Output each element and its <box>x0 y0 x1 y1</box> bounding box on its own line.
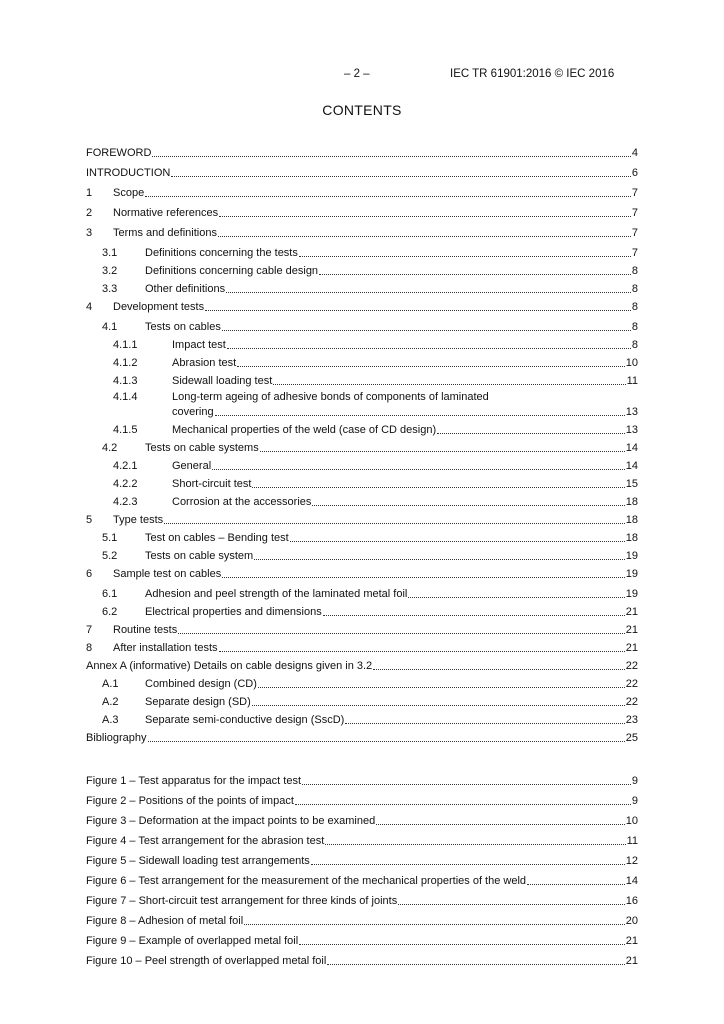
entry-page-number: 16 <box>625 895 638 907</box>
toc-entry[interactable] <box>86 476 638 491</box>
entry-page-number: 8 <box>631 265 638 277</box>
toc-entry[interactable] <box>86 933 638 948</box>
entry-title: Annex A (informative) Details on cable designs given in 3.2 <box>86 660 373 672</box>
entry-page-number: 8 <box>631 321 638 333</box>
entry-page-number: 23 <box>625 714 638 726</box>
entry-title: Adhesion and peel strength of the laminated metal foil <box>145 588 408 600</box>
entry-number: 4.1.2 <box>113 357 138 369</box>
entry-page-number: 13 <box>625 424 638 436</box>
toc-entry[interactable] <box>86 281 638 296</box>
dot-leader <box>237 353 625 367</box>
dot-leader <box>254 546 625 560</box>
toc-entry[interactable] <box>86 165 638 180</box>
dot-leader <box>152 143 630 157</box>
toc-entry[interactable] <box>86 263 638 278</box>
entry-number: 6 <box>86 568 93 580</box>
entry-title: Terms and definitions <box>113 227 217 239</box>
dot-leader <box>222 317 631 331</box>
toc-entry[interactable] <box>86 355 638 370</box>
entry-page-number: 22 <box>625 678 638 690</box>
toc-entry[interactable] <box>86 225 638 240</box>
dot-leader <box>299 243 631 257</box>
entry-page-number: 13 <box>625 406 638 418</box>
dot-leader <box>215 402 625 416</box>
entry-page-number: 10 <box>625 357 638 369</box>
dot-leader <box>299 931 625 945</box>
entry-number: 3 <box>86 227 93 239</box>
toc-entry[interactable] <box>86 548 638 563</box>
dot-leader <box>345 710 624 724</box>
dot-leader <box>205 297 631 311</box>
entry-title: Development tests <box>113 301 205 313</box>
toc-entry[interactable] <box>86 458 638 473</box>
entry-page-number: 18 <box>625 532 638 544</box>
entry-number: 5.2 <box>102 550 118 562</box>
entry-number: 8 <box>86 642 93 654</box>
entry-title: Routine tests <box>113 624 178 636</box>
entry-number: 4.1.1 <box>113 339 138 351</box>
toc-entry[interactable] <box>86 145 638 160</box>
dot-leader <box>244 911 625 925</box>
toc-entry[interactable] <box>86 853 638 868</box>
toc-entry[interactable] <box>86 404 638 419</box>
entry-page-number: 10 <box>625 815 638 827</box>
dot-leader <box>398 891 625 905</box>
entry-title: Type tests <box>113 514 164 526</box>
toc-entry[interactable] <box>86 337 638 352</box>
toc-entry[interactable] <box>86 586 638 601</box>
entry-page-number: 7 <box>631 227 638 239</box>
toc-entry[interactable] <box>86 712 638 727</box>
entry-title: Sidewall loading test <box>172 375 273 387</box>
toc-entry[interactable] <box>86 185 638 200</box>
dot-leader <box>295 791 631 805</box>
entry-number: A.3 <box>102 714 119 726</box>
dot-leader <box>319 261 631 275</box>
entry-page-number: 7 <box>631 207 638 219</box>
entry-page-number: 11 <box>626 835 638 847</box>
page-title: CONTENTS <box>322 102 402 118</box>
entry-page-number: 9 <box>631 775 638 787</box>
entry-page-number: 9 <box>631 795 638 807</box>
entry-title: Figure 9 – Example of overlapped metal foil <box>86 935 299 947</box>
entry-title: After installation tests <box>113 642 218 654</box>
toc-entry[interactable] <box>86 604 638 619</box>
entry-page-number: 18 <box>625 514 638 526</box>
entry-page-number: 14 <box>625 460 638 472</box>
entry-number: 4.1.5 <box>113 424 138 436</box>
entry-title: Figure 1 – Test apparatus for the impact test <box>86 775 302 787</box>
entry-number: 5 <box>86 514 93 526</box>
toc-entry[interactable] <box>86 205 638 220</box>
dot-leader <box>252 474 624 488</box>
dot-leader <box>178 620 625 634</box>
entry-title: Figure 5 – Sidewall loading test arrangements <box>86 855 310 867</box>
entry-number: 4.2.3 <box>113 496 138 508</box>
entry-number: 2 <box>86 207 93 219</box>
entry-page-number: 21 <box>625 642 638 654</box>
entry-number: 6.2 <box>102 606 118 618</box>
entry-title: Bibliography <box>86 732 147 744</box>
entry-page-number: 19 <box>625 568 638 580</box>
toc-entry[interactable] <box>86 640 638 655</box>
entry-title: Tests on cable systems <box>145 442 259 454</box>
dot-leader <box>325 831 625 845</box>
entry-title: Separate semi-conductive design (SscD) <box>145 714 345 726</box>
entry-page-number: 20 <box>625 915 638 927</box>
toc-entry[interactable] <box>86 676 638 691</box>
entry-title: Figure 10 – Peel strength of overlapped metal foil <box>86 955 327 967</box>
entry-title: Impact test <box>172 339 226 351</box>
entry-title: Corrosion at the accessories <box>172 496 312 508</box>
dot-leader <box>218 223 631 237</box>
entry-page-number: 19 <box>625 550 638 562</box>
dot-leader <box>145 183 631 197</box>
toc-entry[interactable] <box>86 512 638 527</box>
entry-title: Normative references <box>113 207 219 219</box>
entry-page-number: 8 <box>631 283 638 295</box>
entry-title: Electrical properties and dimensions <box>145 606 322 618</box>
entry-page-number: 21 <box>625 955 638 967</box>
dot-leader <box>164 510 625 524</box>
entry-number: 3.1 <box>102 247 118 259</box>
entry-number: 4.1 <box>102 321 118 333</box>
entry-title: Definitions concerning the tests <box>145 247 298 259</box>
entry-number: 6.1 <box>102 588 118 600</box>
toc-entry[interactable] <box>86 694 638 709</box>
dot-leader <box>311 851 625 865</box>
toc-entry[interactable] <box>86 299 638 314</box>
entry-title: Figure 6 – Test arrangement for the measurement of the mechanical properties of the weld <box>86 875 527 887</box>
dot-leader <box>376 811 625 825</box>
dot-leader <box>226 279 631 293</box>
page-header <box>0 68 724 84</box>
entry-page-number: 21 <box>625 935 638 947</box>
dot-leader <box>527 871 625 885</box>
entry-page-number: 7 <box>631 187 638 199</box>
entry-page-number: 12 <box>625 855 638 867</box>
toc-entry[interactable] <box>86 913 638 928</box>
dot-leader <box>171 163 631 177</box>
entry-title: Definitions concerning cable design <box>145 265 319 277</box>
entry-title: Short-circuit test <box>172 478 252 490</box>
entry-page-number: 6 <box>631 167 638 179</box>
entry-page-number: 7 <box>631 247 638 259</box>
entry-page-number: 21 <box>625 606 638 618</box>
dot-leader <box>219 203 631 217</box>
dot-leader <box>302 771 631 785</box>
entry-number: 4.2 <box>102 442 118 454</box>
entry-title: Figure 2 – Positions of the points of impact <box>86 795 294 807</box>
dot-leader <box>408 584 624 598</box>
toc-entry[interactable] <box>86 373 638 388</box>
entry-title: Mechanical properties of the weld (case of CD design) <box>172 424 437 436</box>
entry-title: Separate design (SD) <box>145 696 251 708</box>
entry-page-number: 8 <box>631 301 638 313</box>
entry-page-number: 19 <box>625 588 638 600</box>
entry-page-number: 15 <box>625 478 638 490</box>
entry-title: Figure 8 – Adhesion of metal foil <box>86 915 244 927</box>
toc-entry[interactable] <box>86 319 638 334</box>
entry-page-number: 11 <box>626 375 638 387</box>
entry-page-number: 14 <box>625 875 638 887</box>
entry-number: 4 <box>86 301 93 313</box>
dot-leader <box>219 638 625 652</box>
toc-entry[interactable] <box>86 440 638 455</box>
entry-title: Test on cables – Bending test <box>145 532 289 544</box>
entry-title: Tests on cables <box>145 321 221 333</box>
entry-number: 7 <box>86 624 93 636</box>
entry-title: Figure 7 – Short-circuit test arrangement for three kinds of joints <box>86 895 398 907</box>
toc-entry[interactable] <box>86 622 638 637</box>
standard-reference: IEC TR 61901:2016 © IEC 2016 <box>450 68 615 80</box>
toc-entry[interactable] <box>86 873 638 888</box>
dot-leader <box>437 420 625 434</box>
entry-number: 4.2.2 <box>113 478 138 490</box>
entry-page-number: 18 <box>625 496 638 508</box>
entry-page-number: 8 <box>631 339 638 351</box>
entry-title: Figure 3 – Deformation at the impact points to be examined <box>86 815 376 827</box>
toc-entry[interactable] <box>86 566 638 581</box>
dot-leader <box>312 492 624 506</box>
entry-number: 4.1.3 <box>113 375 138 387</box>
entry-number: 4.1.4 <box>113 391 138 403</box>
entry-title: Long-term ageing of adhesive bonds of components of laminated <box>172 391 489 403</box>
entry-title: Abrasion test <box>172 357 237 369</box>
dot-leader <box>273 371 625 385</box>
dot-leader <box>227 335 631 349</box>
toc-entry[interactable] <box>86 245 638 260</box>
entry-number: 4.2.1 <box>113 460 138 472</box>
toc-entry[interactable] <box>86 530 638 545</box>
entry-page-number: 14 <box>625 442 638 454</box>
toc-entry[interactable] <box>86 422 638 437</box>
toc-entry[interactable] <box>86 833 638 848</box>
entry-title: General <box>172 460 212 472</box>
entry-number: 5.1 <box>102 532 118 544</box>
dot-leader <box>290 528 625 542</box>
entry-page-number: 22 <box>625 660 638 672</box>
entry-number: A.1 <box>102 678 119 690</box>
entry-number: 1 <box>86 187 93 199</box>
dot-leader <box>490 388 637 401</box>
entry-title: FOREWORD <box>86 147 152 159</box>
entry-number: 3.3 <box>102 283 118 295</box>
dot-leader <box>258 674 625 688</box>
dot-leader <box>148 728 625 742</box>
toc-entry[interactable] <box>86 813 638 828</box>
entry-title: Other definitions <box>145 283 226 295</box>
entry-title: Combined design (CD) <box>145 678 257 690</box>
entry-title: Scope <box>113 187 145 199</box>
entry-title: Tests on cable system <box>145 550 254 562</box>
entry-page-number: 22 <box>625 696 638 708</box>
dot-leader <box>212 456 625 470</box>
dot-leader <box>252 692 625 706</box>
toc-entry[interactable] <box>86 494 638 509</box>
dot-leader <box>323 602 625 616</box>
dot-leader <box>260 438 625 452</box>
page-number: – 2 – <box>344 68 370 80</box>
toc-entry[interactable] <box>86 793 638 808</box>
toc-entry[interactable] <box>86 893 638 908</box>
entry-title: INTRODUCTION <box>86 167 171 179</box>
entry-page-number: 21 <box>625 624 638 636</box>
entry-page-number: 25 <box>625 732 638 744</box>
entry-title: Figure 4 – Test arrangement for the abrasion test <box>86 835 325 847</box>
toc-entry[interactable] <box>86 730 638 745</box>
dot-leader <box>327 951 624 965</box>
entry-title: Sample test on cables <box>113 568 222 580</box>
entry-number: A.2 <box>102 696 119 708</box>
entry-page-number: 4 <box>631 147 638 159</box>
toc-entry[interactable] <box>86 773 638 788</box>
toc-entry[interactable] <box>86 953 638 968</box>
toc-entry[interactable] <box>86 658 638 673</box>
entry-title: covering <box>172 406 214 418</box>
dot-leader <box>222 564 625 578</box>
entry-number: 3.2 <box>102 265 118 277</box>
dot-leader <box>373 656 625 670</box>
